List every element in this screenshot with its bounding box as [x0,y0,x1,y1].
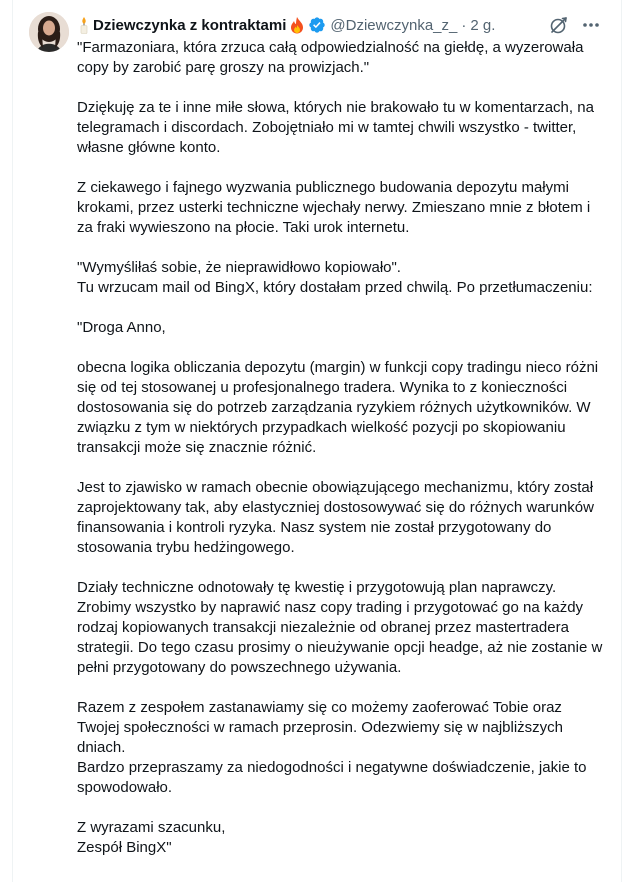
candle-icon [77,16,91,34]
tweet-paragraph: "Farmazoniara, która zrzuca całą odpowiedzialność na giełdę, a wyzerowała copy by zarobić parę groszy na prowizjach." [77,39,584,76]
display-name[interactable]: Dziewczynka z kontraktami [93,16,287,34]
tweet[interactable] [12,0,622,882]
tweet-paragraph: Dziękuję za te i inne miłe słowa, których nie brakowało tu w komentarzach, na telegramach i discordach. Zobojętniało mi w tamtej chwili wszystko - twitter, własne główne konto. [77,99,594,156]
tweet-paragraph: "Droga Anno, [77,319,166,336]
more-options-icon[interactable] [581,15,601,35]
tweet-paragraph: Jest to zjawisko w ramach obecnie obowiązującego mechanizmu, który został zaprojektowany tak, aby elastyczniej dostosowywać się do różnych warunków finansowania i kontroli ryzyka. Nasz system nie został przygotowany do stosowania trybu hedżingowego. [77,479,594,556]
tweet-paragraph: Działy techniczne odnotowały tę kwestię i przygotowują plan naprawczy. Zrobimy wszystko by naprawić nasz copy trading i przygotować go na każdy rodzaj kopiowanych transakcji niezależnie od obranej przez mastertradera strategii. Do tego czasu prosimy o nieużywanie opcji headge, aż nie zostanie w pełni przygotowany do powszechnego używania. [77,579,603,676]
tweet-paragraph: Razem z zespołem zastanawiamy się co możemy zaoferować Tobie oraz Twojej społeczności w ramach przeprosin. Odezwiemy się w najbliższych dniach. Bardzo przepraszamy za niedogodności i negatywne doświadczenie, jakie to spowodowało. [77,699,587,796]
tweet-paragraph: obecna logika obliczania depozytu (margin) w funkcji copy tradingu nieco różni się od tej stosowanej u profesjonalnego tradera. Wynika to z konieczności dostosowania się do potrzeb zarządzania ryzykiem różnych użytkowników. W związku z tym w niektórych przypadkach wielkość pozycji po skopiowaniu transakcji może się znacznie różnić. [77,359,599,456]
tweet-text [77,38,607,858]
avatar[interactable] [29,12,69,52]
grok-icon[interactable] [549,15,569,35]
verified-badge-icon [308,16,326,34]
tweet-paragraph: "Wymyśliłaś sobie, że nieprawidłowo kopiowało". Tu wrzucam mail od BingX, który dostałam przed chwilą. Po przetłumaczeniu: [77,259,593,296]
handle[interactable]: @Dziewczynka_z_ [330,16,458,34]
fire-icon [289,16,305,34]
tweet-paragraph: Z ciekawego i fajnego wyzwania publicznego budowania depozytu małymi krokami, przez usterki techniczne wjechały nerwy. Zmieszano mnie z błotem i za fraki wywieszono na płocie. Taki urok internetu. [77,179,591,236]
tweet-paragraph: Z wyrazami szacunku, Zespół BingX" [77,819,226,856]
timestamp[interactable]: 2 g. [470,16,496,34]
separator-dot: · [461,16,467,34]
tweet-header [77,14,495,36]
